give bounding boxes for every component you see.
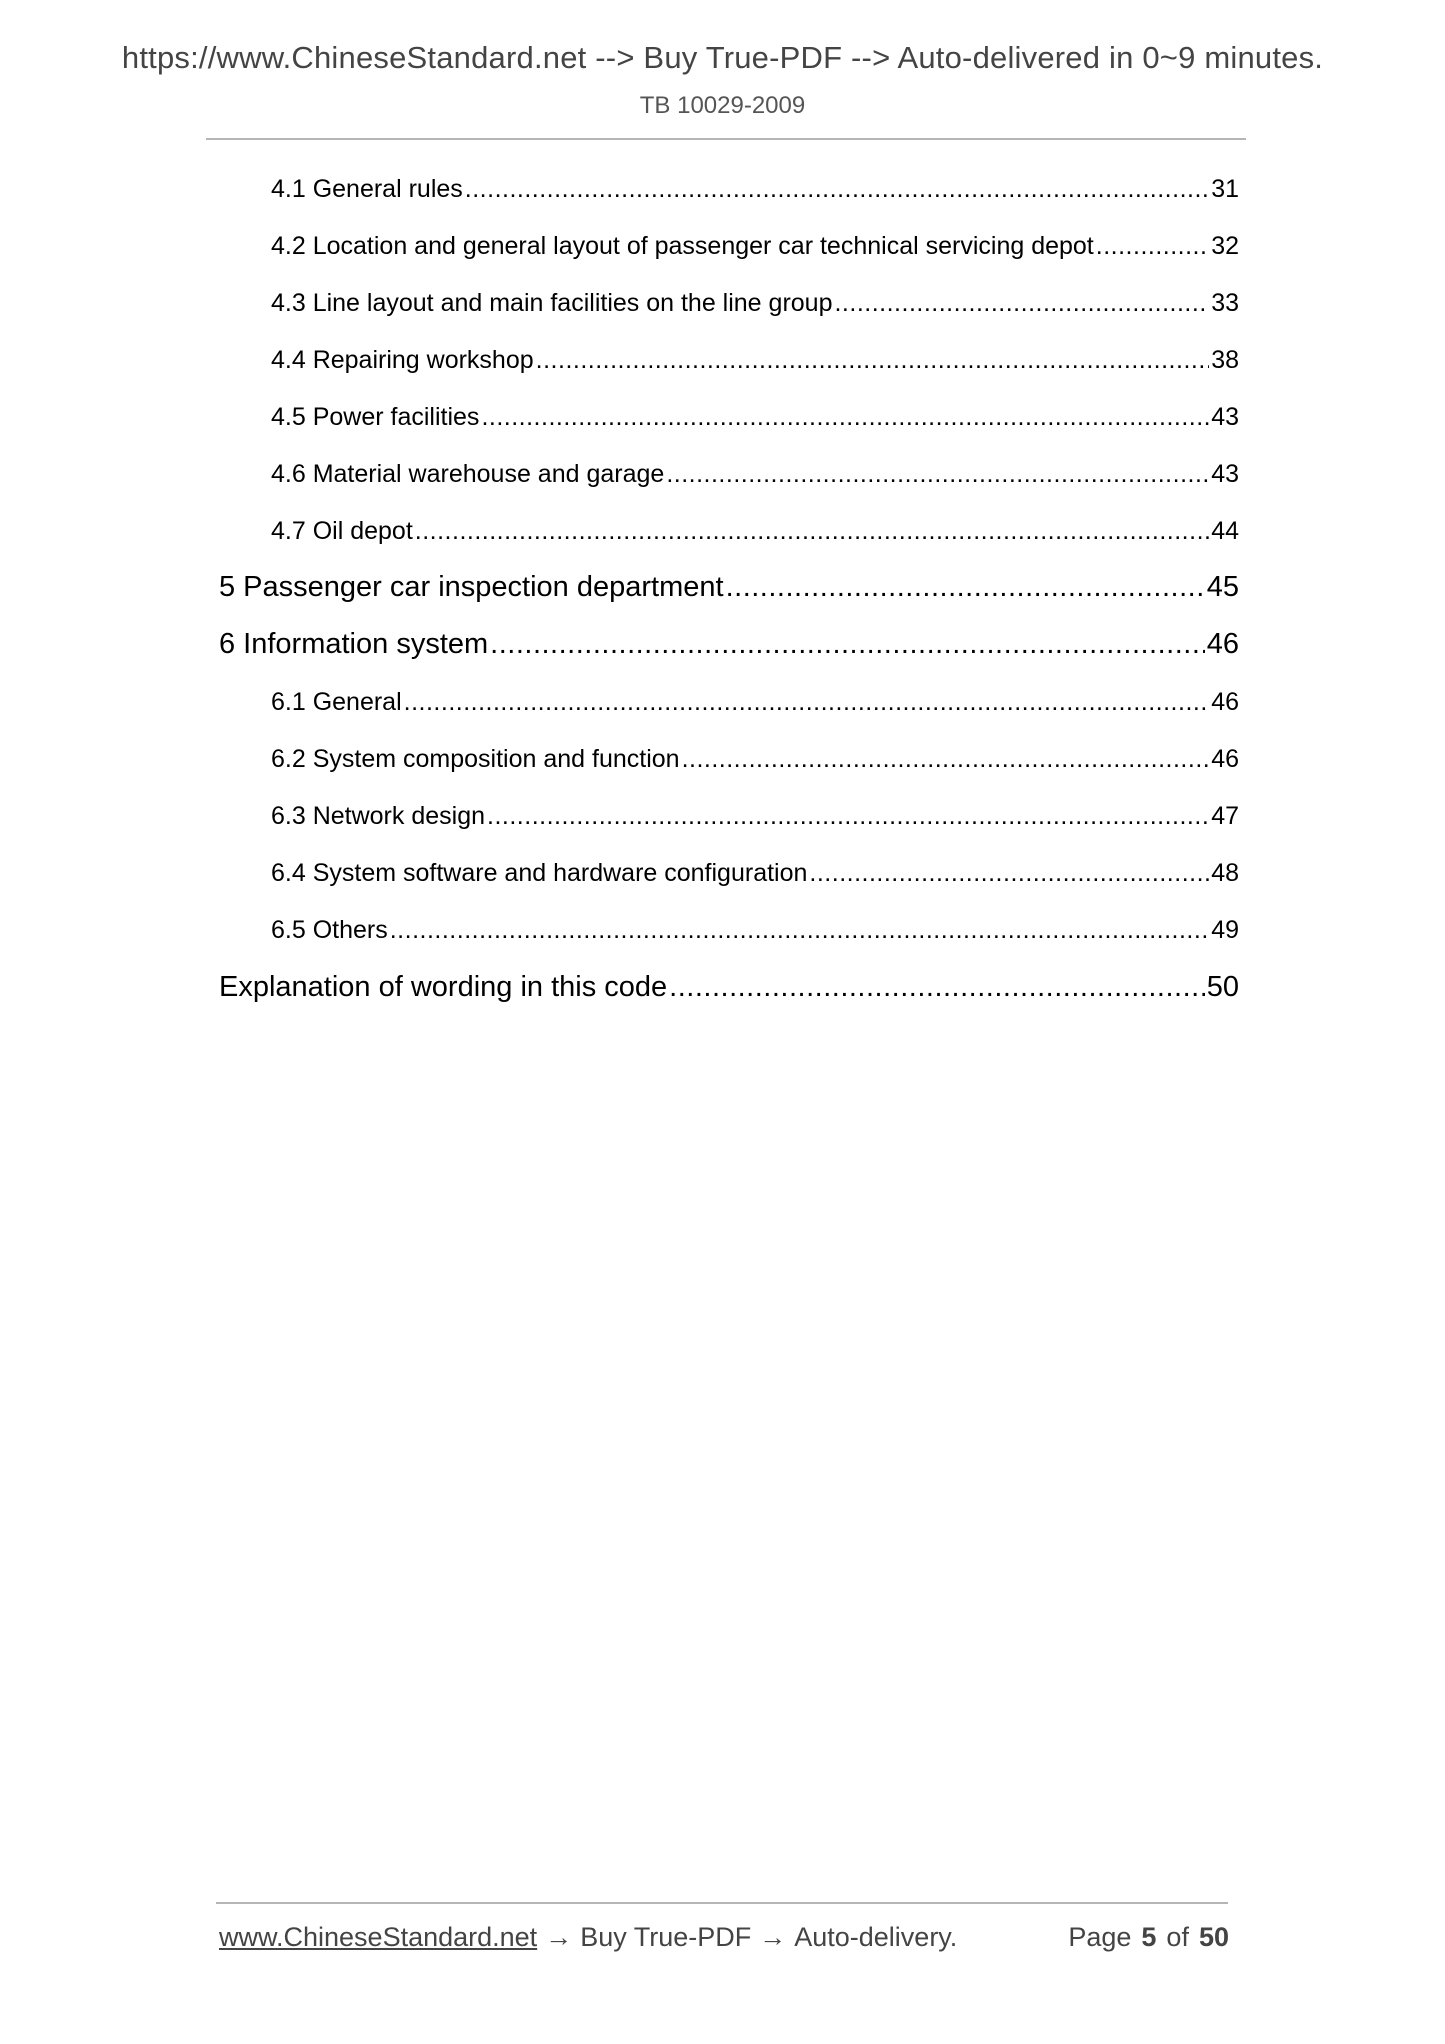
toc-entry[interactable] xyxy=(271,232,1239,261)
toc-entry-page: 50 xyxy=(1206,971,1239,1003)
toc-entry-title: 4.1 General rules xyxy=(271,175,463,203)
of-label: of xyxy=(1166,1922,1189,1952)
toc-entry-page: 46 xyxy=(1211,745,1239,773)
dot-leader xyxy=(415,517,1209,546)
toc-entry-title: 6 Information system xyxy=(219,628,489,660)
toc-entry-title: 4.2 Location and general layout of passenger car technical servicing depot xyxy=(271,232,1094,260)
toc-entry-title: 6.4 System software and hardware configuration xyxy=(271,859,808,887)
dot-leader xyxy=(809,859,1209,888)
toc-entry-title: 4.7 Oil depot xyxy=(271,517,413,545)
footer-site-link[interactable]: www.ChineseStandard.net xyxy=(219,1922,538,1952)
dot-leader xyxy=(481,403,1209,432)
toc-entry[interactable] xyxy=(271,346,1239,375)
toc-entry[interactable] xyxy=(271,175,1239,204)
toc-entry[interactable] xyxy=(271,289,1239,318)
toc-entry-page: 32 xyxy=(1211,232,1239,260)
footer-buy-text: Buy True-PDF xyxy=(580,1922,752,1952)
dot-leader xyxy=(404,688,1210,717)
toc-entry-page: 46 xyxy=(1206,628,1239,660)
toc-entry-page: 33 xyxy=(1211,289,1239,317)
toc-entry-chapter[interactable] xyxy=(219,628,1239,661)
dot-leader xyxy=(666,460,1209,489)
toc-entry-title: 4.3 Line layout and main facilities on the line group xyxy=(271,289,833,317)
toc-entry-title: 6.1 General xyxy=(271,688,402,716)
toc-entry-title: Explanation of wording in this code xyxy=(219,971,668,1003)
header-divider xyxy=(206,138,1246,140)
dot-leader xyxy=(487,802,1209,831)
toc-entry[interactable] xyxy=(271,688,1239,717)
toc-entry-title: 4.4 Repairing workshop xyxy=(271,346,534,374)
toc-entry-page: 48 xyxy=(1211,859,1239,887)
toc-entry[interactable] xyxy=(271,802,1239,831)
toc-entry[interactable] xyxy=(271,460,1239,489)
toc-entry-page: 44 xyxy=(1211,517,1239,545)
toc-entry-page: 45 xyxy=(1206,571,1239,603)
toc-entry[interactable] xyxy=(271,517,1239,546)
toc-entry[interactable] xyxy=(271,745,1239,774)
toc-entry-title: 6.2 System composition and function xyxy=(271,745,680,773)
top-banner: https://www.ChineseStandard.net --> Buy True-PDF --> Auto-delivered in 0~9 minutes. xyxy=(121,40,1324,75)
dot-leader xyxy=(490,628,1205,661)
toc-entry-chapter[interactable] xyxy=(219,971,1239,1004)
page-label: Page xyxy=(1068,1922,1132,1952)
toc-entry[interactable] xyxy=(271,916,1239,945)
dot-leader xyxy=(465,175,1209,204)
dot-leader xyxy=(682,745,1210,774)
dot-leader xyxy=(390,916,1209,945)
toc-entry-title: 5 Passenger car inspection department xyxy=(219,571,724,603)
toc-entry-title: 6.5 Others xyxy=(271,916,388,944)
footer-delivery-text: Auto-delivery. xyxy=(794,1922,958,1952)
document-code: TB 10029-2009 xyxy=(639,92,806,119)
toc-entry-page: 31 xyxy=(1211,175,1239,203)
arrow-right-icon: → xyxy=(545,1922,573,1952)
page-current: 5 xyxy=(1141,1922,1157,1952)
dot-leader xyxy=(536,346,1210,375)
toc-entry-page: 43 xyxy=(1211,403,1239,431)
footer-promo xyxy=(219,1922,957,1953)
toc-entry[interactable] xyxy=(271,403,1239,432)
toc-entry-title: 4.6 Material warehouse and garage xyxy=(271,460,665,488)
toc-entry-title: 4.5 Power facilities xyxy=(271,403,480,431)
page-total: 50 xyxy=(1198,1922,1229,1952)
toc-entry-page: 47 xyxy=(1211,802,1239,830)
toc-entry-page: 38 xyxy=(1211,346,1239,374)
dot-leader xyxy=(1096,232,1209,261)
toc-entry-chapter[interactable] xyxy=(219,571,1239,604)
dot-leader xyxy=(834,289,1209,318)
page-indicator xyxy=(1068,1922,1229,1953)
arrow-right-icon: → xyxy=(759,1922,787,1952)
dot-leader xyxy=(669,971,1205,1004)
toc-entry[interactable] xyxy=(271,859,1239,888)
page-footer xyxy=(219,1922,1229,1953)
toc-entry-page: 49 xyxy=(1211,916,1239,944)
toc-entry-title: 6.3 Network design xyxy=(271,802,486,830)
footer-divider xyxy=(216,1902,1228,1904)
toc-entry-page: 43 xyxy=(1211,460,1239,488)
toc-entry-page: 46 xyxy=(1211,688,1239,716)
dot-leader xyxy=(726,571,1205,604)
